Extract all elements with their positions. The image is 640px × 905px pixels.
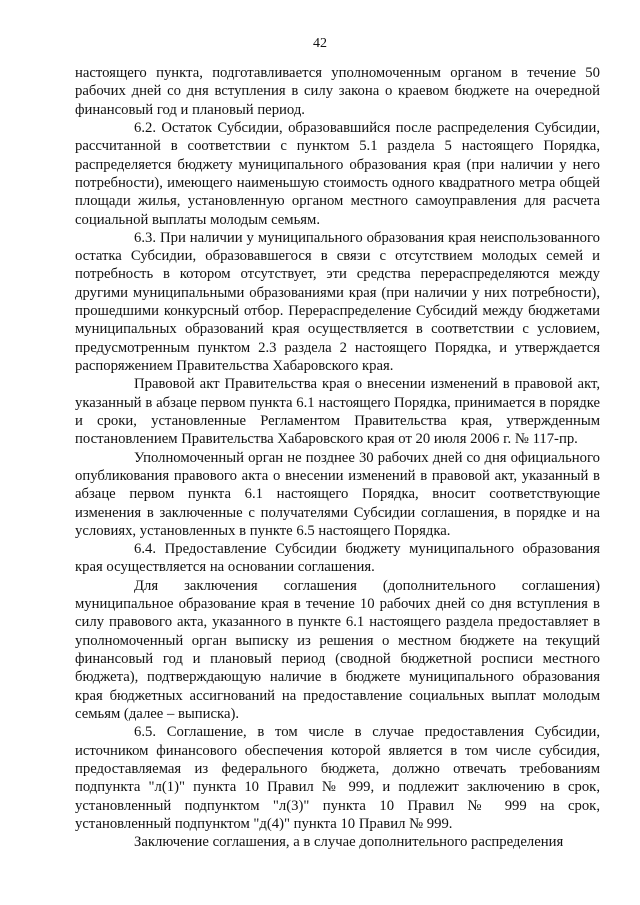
page-number: 42 [313,36,327,51]
paragraph-final: Заключение соглашения, а в случае дополнительного распределения [134,834,564,851]
paragraph-6-2: 6.2. Остаток Субсидии, образовавшийся после распределения Субсидии, рассчитанной в соответствии с пунктом 5.1 раздела 5 настоящего Порядка, распределяется бюджету муниципального образования края (при наличии у него потребности), имеющего наименьшую стоимость одного квадратного метра общей площади жилья, установленную органом местного самоуправления для расчета социальной выплаты молодым семьям. [75,119,600,228]
paragraph-1: настоящего пункта, подготавливается уполномоченным органом в течение 50 рабочих дней со дня вступления в силу закона о краевом бюджете на очередной финансовый год и плановый период. [75,65,600,118]
paragraph-legal-act: Правовой акт Правительства края о внесении изменений в правовой акт, указанный в абзаце первом пункта 6.1 настоящего Порядка, принимается в порядке и сроки, установленные Регламентом Правительства края, утвержденным постановлением Правительства Хабаровского края от 20 июля 2006 г. № 117-пр. [75,376,600,448]
paragraph-6-4: 6.4. Предоставление Субсидии бюджету муниципального образования края осуществляется на основании соглашения. [75,541,600,576]
paragraph-authorized-body: Уполномоченный орган не позднее 30 рабочих дней со дня официального опубликования правового акта о внесении изменений в правовой акт, указанный в абзаце первом пункта 6.1 настоящего Порядка, вносит соответствующие изменения в заключенные с получателями Субсидии соглашения, в порядке и на условиях, установленных в пункте 6.5 настоящего Порядка. [75,449,600,539]
paragraph-6-3: 6.3. При наличии у муниципального образования края неиспользованного остатка Субсидии, образовавшегося в связи с отсутствием молодых семей и потребность в котором отсутствует, эти средства перераспределяются между другими муниципальными образованиями края (при наличии у них потребности), прошедшими конкурсный отбор. Перераспределение Субсидий между бюджетами муниципальных образований края осуществляется в соответствии с условием, предусмотренным пунктом 2.3 раздела 2 настоящего Порядка, и утверждается распоряжением Правительства Хабаровского края. [75,229,600,374]
document-body [75,64,600,851]
paragraph-agreement-conclusion: Для заключения соглашения (дополнительного соглашения) муниципальное образование края в течение 10 рабочих дней со дня вступления в силу правового акта, указанного в пункте 6.1 настоящего раздела предоставляет в уполномоченный орган выписку из решения о местном бюджете на текущий финансовый год и плановый период (сводной бюджетной росписи местного бюджета), подтверждающую наличие в бюджете муниципального образования края бюджетных ассигнований на предоставление социальных выплат молодым семьям (далее – выписка). [75,577,600,722]
paragraph-6-5: 6.5. Соглашение, в том числе в случае предоставления Субсидии, источником финансового обеспечения которой является в том числе субсидия, предоставляемая из федерального бюджета, должно отвечать требованиям подпункта "л(1)" пункта 10 Правил № 999, и подлежит заключению в срок, установленный подпунктом "л(3)" пункта 10 Правил № 999 на срок, установленный подпунктом "д(4)" пункта 10 Правил № 999. [75,724,600,832]
